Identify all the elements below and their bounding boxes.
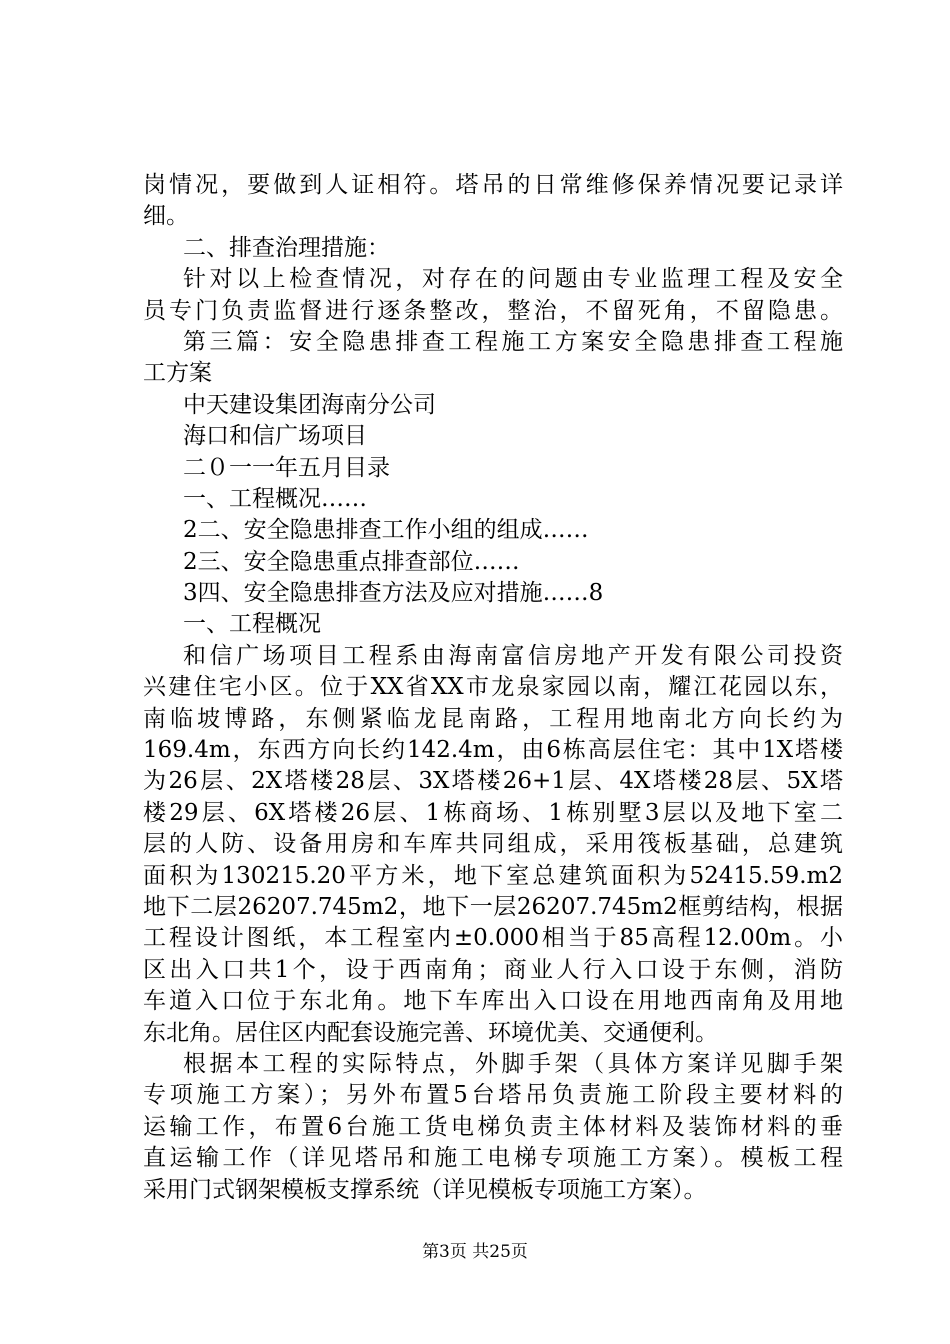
text-line: 兴建住宅小区。位于XX省XX市龙泉家园以南，耀江花园以东，	[143, 674, 843, 701]
text-line: 2二、安全隐患排查工作小组的组成……	[183, 517, 589, 544]
text-line: 和信广场项目工程系由海南富信房地产开发有限公司投资	[183, 642, 843, 669]
text-line: 层的人防、设备用房和车库共同组成，采用筏板基础，总建筑	[143, 831, 843, 858]
text-line: 为26层、2X塔楼28层、3X塔楼26+1层、4X塔楼28层、5X塔	[143, 768, 843, 795]
text-line: 中天建设集团海南分公司	[183, 391, 436, 418]
text-line: 2三、安全隐患重点排查部位……	[183, 548, 520, 575]
text-line: 东北角。居住区内配套设施完善、环境优美、交通便利。	[143, 1019, 718, 1046]
text-line: 员专门负责监督进行逐条整改，整治，不留死角，不留隐患。	[143, 297, 843, 324]
text-line: 细。	[143, 203, 189, 230]
text-line: 岗情况，要做到人证相符。塔吊的日常维修保养情况要记录详	[143, 172, 843, 198]
text-line: 地下二层26207.745m2，地下一层26207.745m2框剪结构，根据	[143, 893, 843, 920]
text-line: 区出入口共1个，设于西南角；商业人行入口设于东侧，消防	[143, 956, 843, 983]
text-line: 楼29层、6X塔楼26层、1栋商场、1栋别墅3层以及地下室二	[143, 799, 843, 826]
text-line: 一、工程概况……	[183, 485, 367, 512]
text-line: 直运输工作（详见塔吊和施工电梯专项施工方案）。模板工程	[143, 1145, 843, 1172]
text-line: 第三篇：安全隐患排查工程施工方案安全隐患排查工程施	[183, 328, 843, 355]
text-line: 面积为130215.20平方米，地下室总建筑面积为52415.59.m2	[143, 862, 843, 889]
text-line: 二、排查治理措施：	[183, 234, 390, 261]
text-line: 针对以上检查情况，对存在的问题由专业监理工程及安全	[183, 266, 843, 293]
document-body	[143, 170, 843, 1206]
text-line: 车道入口位于东北角。地下车库出入口设在用地西南角及用地	[143, 988, 843, 1015]
page-footer: 第3页 共25页	[422, 1242, 528, 1262]
text-line: 南临坡博路，东侧紧临龙昆南路，工程用地南北方向长约为	[143, 705, 843, 732]
text-line: 工程设计图纸，本工程室内±0.000相当于85高程12.00m。小	[143, 925, 843, 952]
text-line: 二０一一年五月目录	[183, 454, 390, 481]
text-line: 采用门式钢架模板支撑系统（详见模板专项施工方案）。	[143, 1176, 707, 1203]
text-line: 根据本工程的实际特点，外脚手架（具体方案详见脚手架	[183, 1050, 843, 1077]
text-line: 海口和信广场项目	[183, 423, 367, 450]
text-line: 169.4m，东西方向长约142.4m，由6栋高层住宅：其中1X塔楼	[143, 737, 843, 764]
text-line: 3四、安全隐患排查方法及应对措施……8	[183, 580, 604, 607]
text-line: 一、工程概况	[183, 611, 321, 638]
text-line: 工方案	[143, 360, 212, 387]
text-line: 运输工作，布置6台施工货电梯负责主体材料及装饰材料的垂	[143, 1113, 843, 1140]
text-line: 专项施工方案）；另外布置5台塔吊负责施工阶段主要材料的	[143, 1082, 843, 1109]
